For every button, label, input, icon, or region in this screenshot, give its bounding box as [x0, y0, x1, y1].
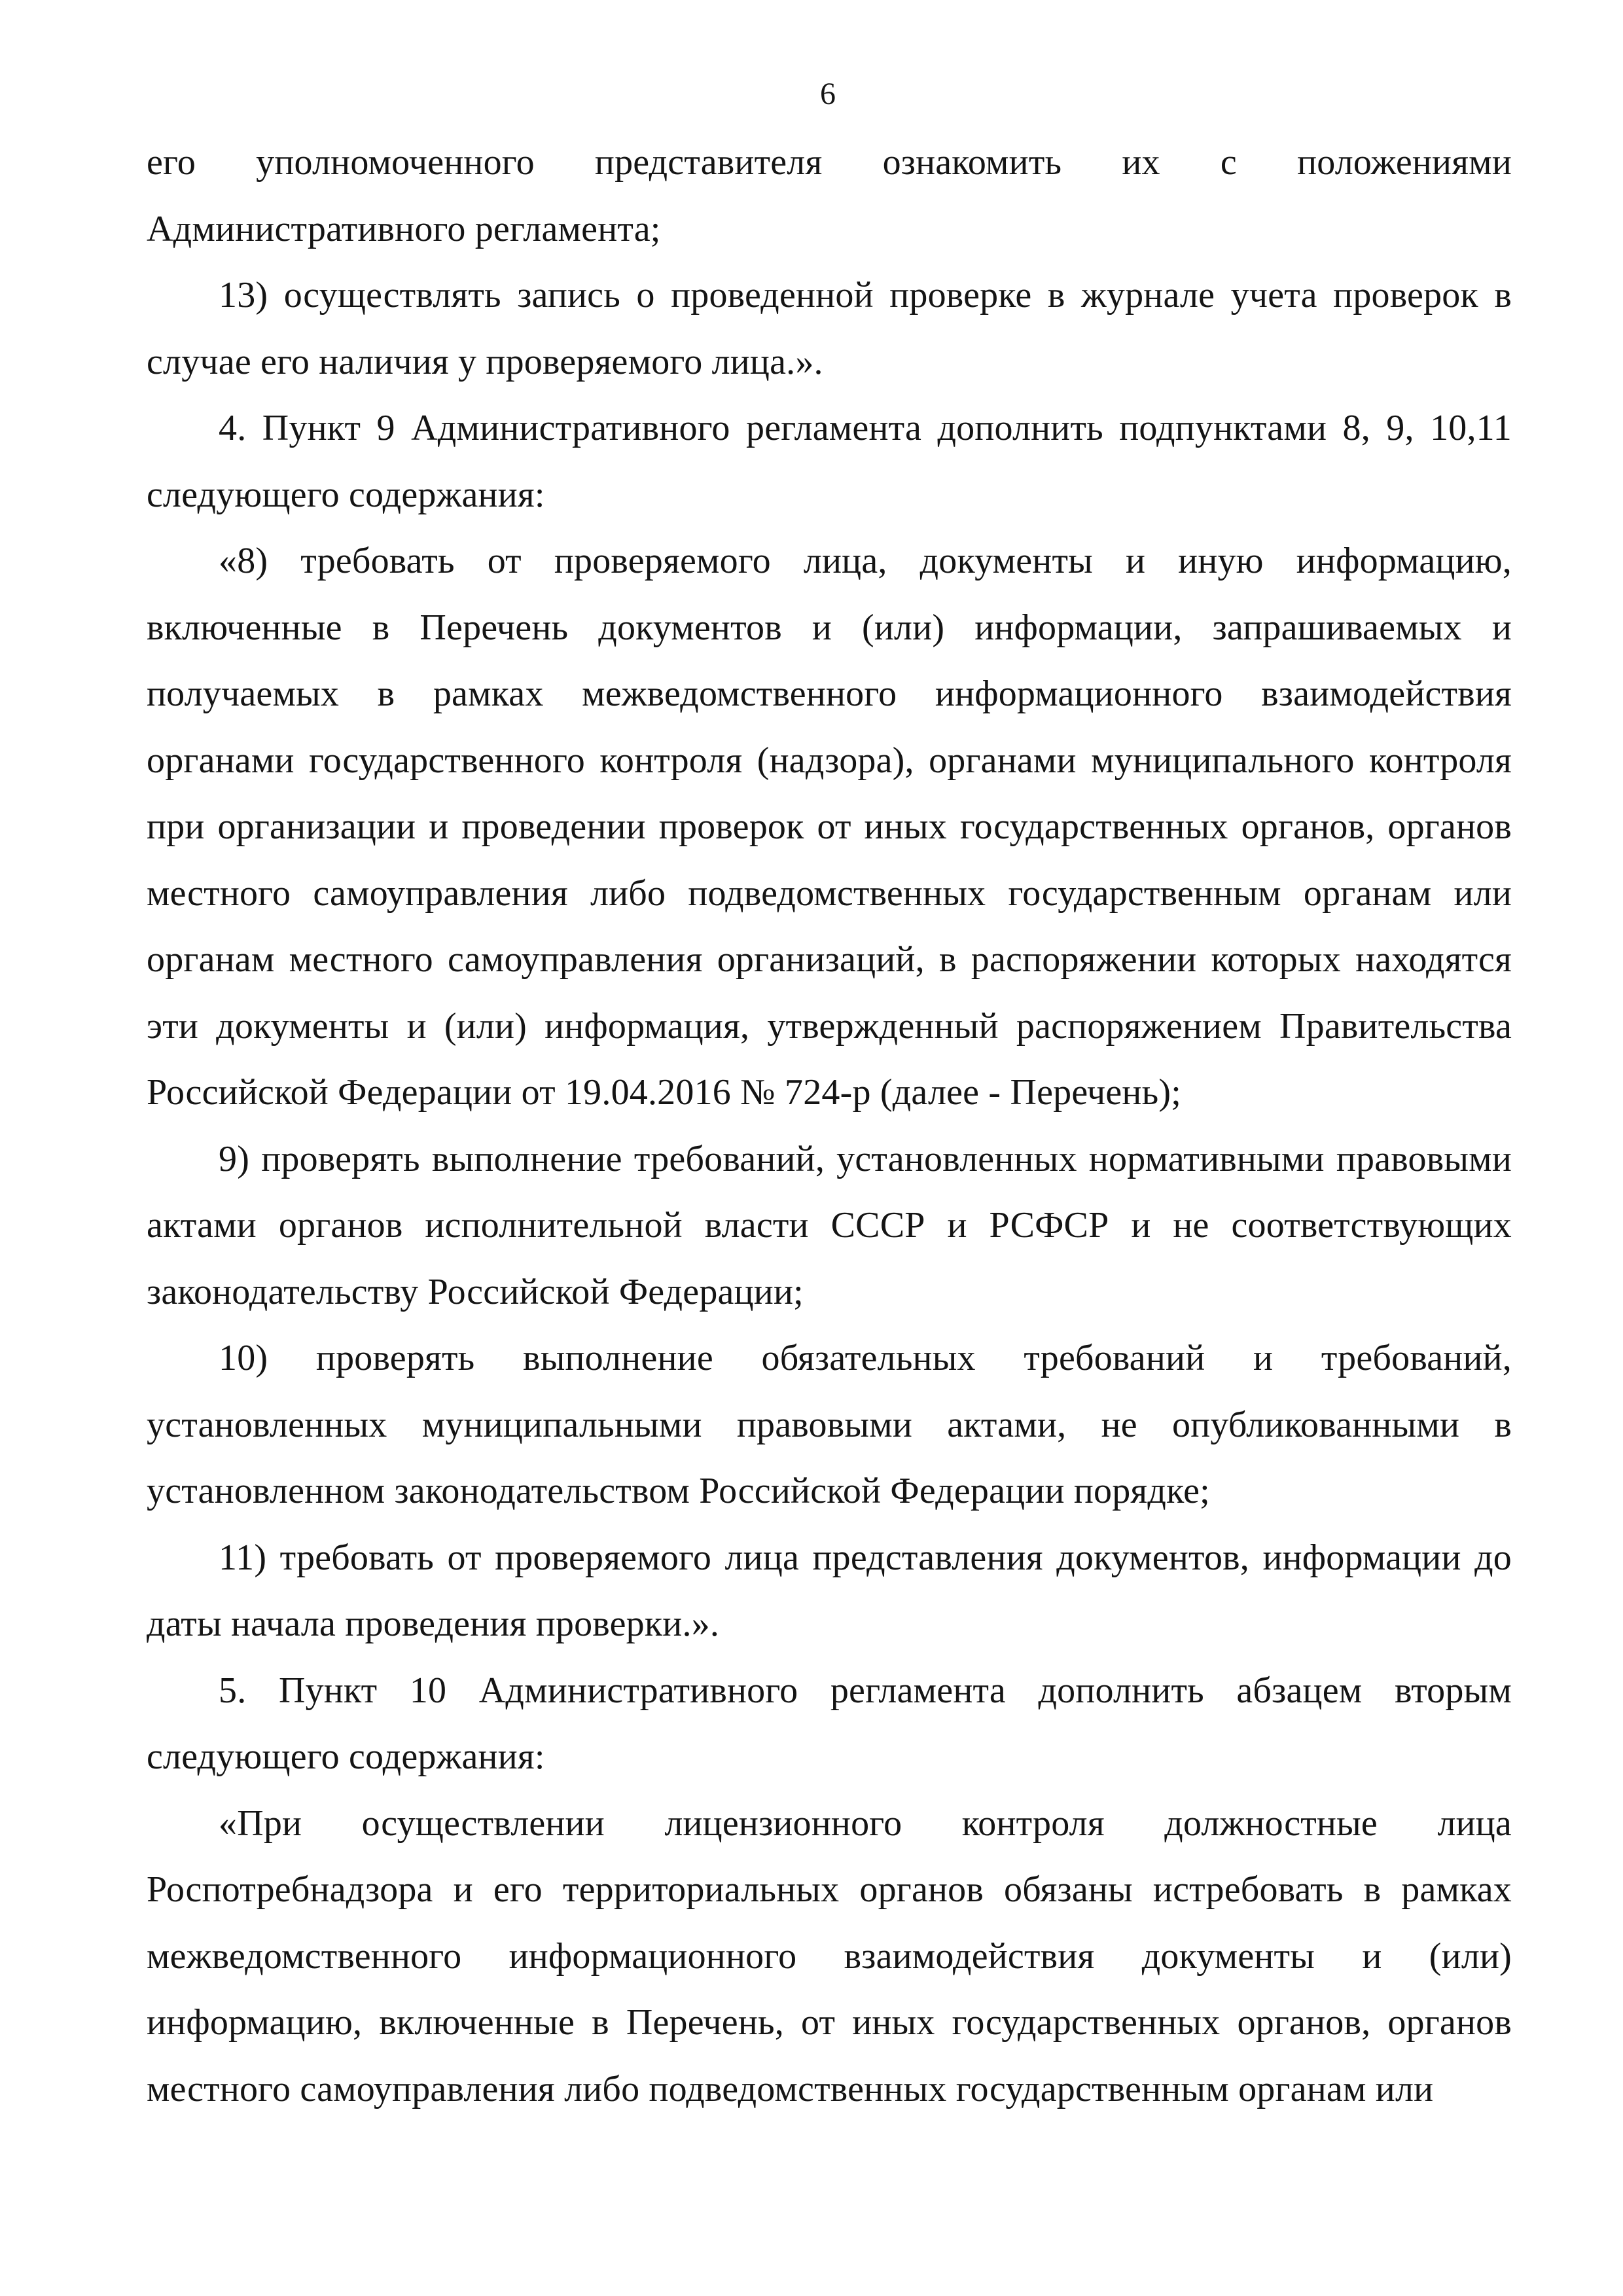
page-number: 6 — [820, 77, 836, 111]
paragraph-quote-licensing: «При осуществлении лицензионного контроля должностные лица Роспотребнадзора и его территориальных органов обязаны истребовать в рамках межведомственного информационного взаимодействия документы и (или) информацию, включенные в Перечень, от иных государственных органов, органов местного самоуправления либо подведомственных государственным органам или — [147, 1803, 1512, 2109]
paragraph-item-9: 9) проверять выполнение требований, установленных нормативными правовыми актами органов исполнительной власти СССР и РСФСР и не соответствующих законодательству Российской Федерации; — [147, 1138, 1512, 1312]
paragraph-section-4: 4. Пункт 9 Административного регламента дополнить подпунктами 8, 9, 10,11 следующего содержания: — [147, 408, 1512, 515]
paragraph-continuation: его уполномоченного представителя ознакомить их с положениями Административного регламента; — [147, 142, 1512, 249]
paragraph-item-13: 13) осуществлять запись о проведенной проверке в журнале учета проверок в случае его наличия у проверяемого лица.». — [147, 275, 1512, 382]
paragraph-item-10: 10) проверять выполнение обязательных требований и требований, установленных муниципальными правовыми актами, не опубликованными в установленном законодательством Российской Федерации порядке; — [147, 1338, 1512, 1511]
document-body — [147, 130, 1512, 2123]
paragraph-item-11: 11) требовать от проверяемого лица представления документов, информации до даты начала проведения проверки.». — [147, 1537, 1512, 1644]
paragraph-item-8: «8) требовать от проверяемого лица, документы и иную информацию, включенные в Перечень документов и (или) информации, запрашиваемых и получаемых в рамках межведомственного информационного взаимодействия органами государственного контроля (надзора), органами муниципального контроля при организации и проведении проверок от иных государственных органов, органов местного самоуправления либо подведомственных государственным органам или органам местного самоуправления организаций, в распоряжении которых находятся эти документы и (или) информация, утвержденный распоряжением Правительства Российской Федерации от 19.04.2016 № 724-р (далее - Перечень); — [147, 541, 1512, 1113]
paragraph-section-5: 5. Пункт 10 Административного регламента дополнить абзацем вторым следующего содержания: — [147, 1670, 1512, 1777]
